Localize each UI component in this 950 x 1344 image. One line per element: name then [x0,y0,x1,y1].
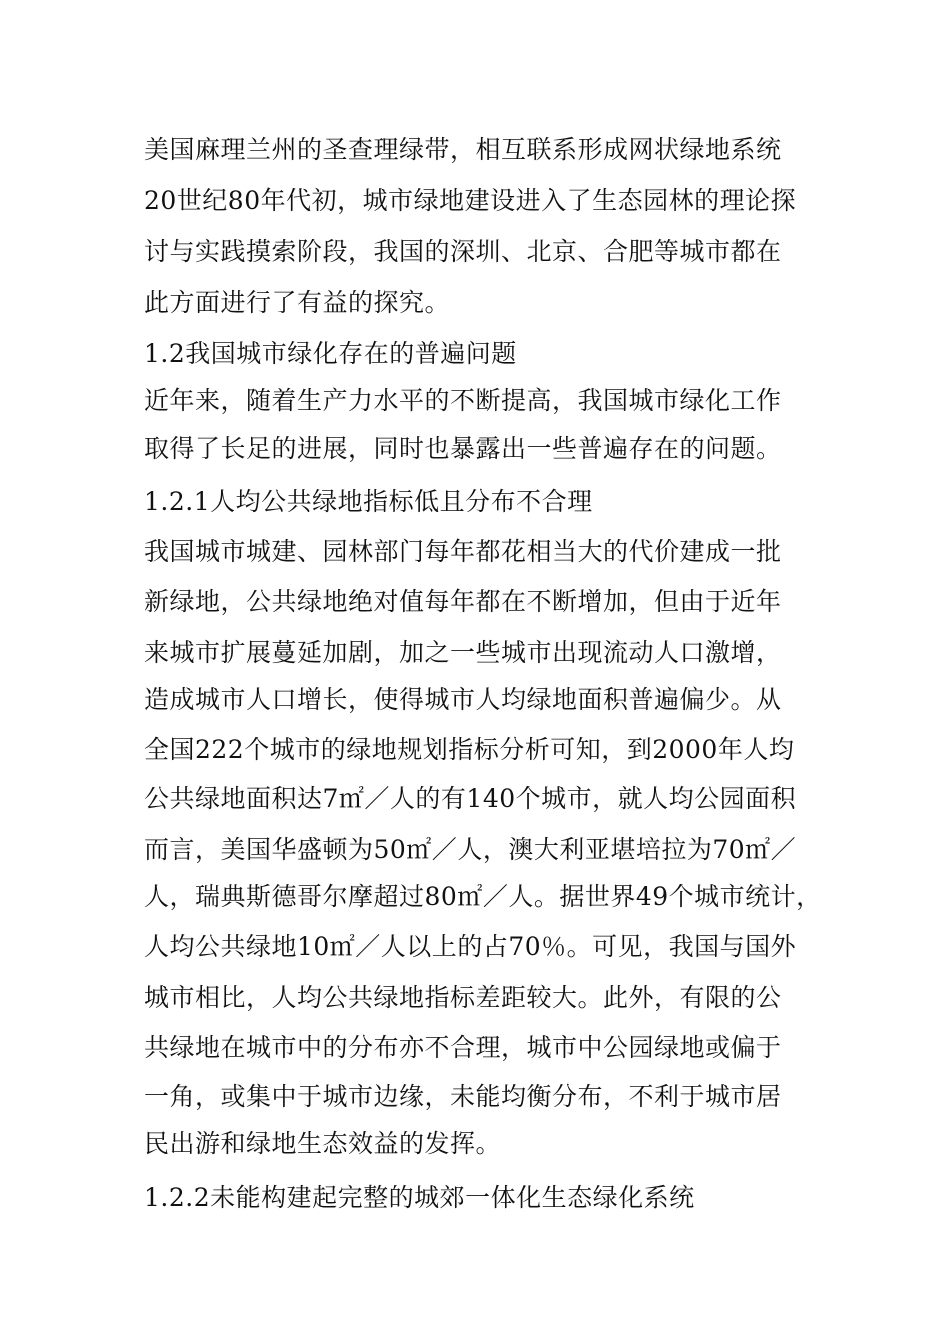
text-line: 新绿地，公共绿地绝对值每年都在不断增加，但由于近年 [144,587,782,616]
text-line: 近年来，随着生产力水平的不断提高，我国城市绿化工作 [144,386,782,415]
section-heading: 1.2我国城市绿化存在的普遍问题 [144,339,517,368]
text-line: 20世纪80年代初，城市绿地建设进入了生态园林的理论探 [144,186,797,215]
text-line: 公共绿地面积达7㎡／人的有140个城市，就人均公园面积 [144,784,797,813]
text-line: 美国麻理兰州的圣查理绿带，相互联系形成网状绿地系统 [144,135,782,164]
text-line: 人，瑞典斯德哥尔摩超过80㎡／人。据世界49个城市统计， [144,882,822,911]
text-line: 讨与实践摸索阶段，我国的深圳、北京、合肥等城市都在 [144,237,782,266]
text-line: 人均公共绿地10㎡／人以上的占70％。可见，我国与国外 [144,932,797,961]
text-line: 城市相比，人均公共绿地指标差距较大。此外，有限的公 [144,983,782,1012]
section-heading: 1.2.1人均公共绿地指标低且分布不合理 [144,487,593,516]
text-line: 而言，美国华盛顿为50㎡／人，澳大利亚堪培拉为70㎡／ [144,835,797,864]
text-line: 我国城市城建、园林部门每年都花相当大的代价建成一批 [144,537,782,566]
section-heading: 1.2.2未能构建起完整的城郊一体化生态绿化系统 [144,1183,695,1212]
text-line: 民出游和绿地生态效益的发挥。 [144,1129,502,1158]
text-line: 全国222个城市的绿地规划指标分析可知，到2000年人均 [144,735,795,764]
text-line: 此方面进行了有益的探究。 [144,288,451,317]
text-line: 一角，或集中于城市边缘，未能均衡分布，不利于城市居 [144,1082,782,1111]
text-line: 取得了长足的进展，同时也暴露出一些普遍存在的问题。 [144,434,782,463]
text-line: 来城市扩展蔓延加剧，加之一些城市出现流动人口激增， [144,638,782,667]
text-line: 共绿地在城市中的分布亦不合理，城市中公园绿地或偏于 [144,1033,782,1062]
text-line: 造成城市人口增长，使得城市人均绿地面积普遍偏少。从 [144,685,782,714]
